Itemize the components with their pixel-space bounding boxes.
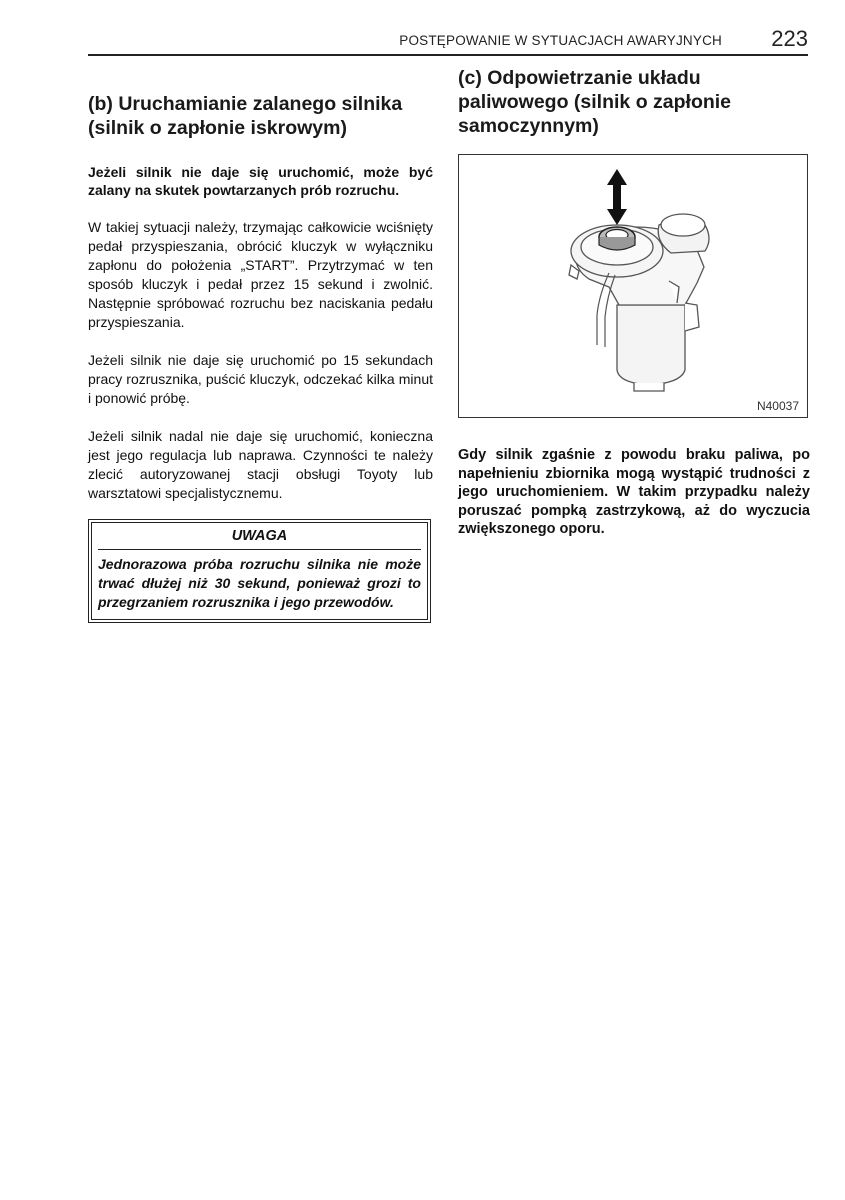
- page-header: [88, 28, 808, 56]
- left-column: [88, 92, 433, 620]
- right-column: [458, 66, 810, 558]
- body-paragraph: W takiej sytuacji należy, trzymając całkowicie wciśnięty pedał przyspieszania, obrócić kluczyk w wyłączniku zapłonu do położenia „START”. Przytrzymać w ten sposób kluczyk i pedał przez 15 sekund i zwolnić. Następnie spróbować rozruchu bez naciskania pedału przyspieszania.: [88, 219, 433, 330]
- warning-title: UWAGA: [98, 528, 421, 550]
- warning-box: [91, 522, 428, 620]
- fuel-filter-pump-drawing: [459, 155, 807, 417]
- section-title: POSTĘPOWANIE W SYTUACJACH AWARYJNYCH: [399, 33, 722, 48]
- section-heading-b: (b) Uruchamianie zalanego silnika (silnik o zapłonie iskrowym): [88, 93, 403, 139]
- page-number: 223: [771, 26, 808, 51]
- priming-pump-illustration: [458, 154, 808, 418]
- intro-paragraph-b: Jeżeli silnik nie daje się uruchomić, może być zalany na skutek powtarzanych prób rozruchu.: [88, 164, 433, 198]
- section-heading-c: (c) Odpowietrzanie układu paliwowego (silnik o zapłonie samoczynnym): [458, 67, 732, 137]
- figure-id: N40037: [756, 399, 799, 413]
- warning-text: Jednorazowa próba rozruchu silnika nie może trwać dłużej niż 30 sekund, ponieważ grozi to przegrzaniem rozrusznika i jego przewodów.: [98, 556, 421, 610]
- intro-paragraph-c: Gdy silnik zgaśnie z powodu braku paliwa, po napełnieniu zbiornika mogą wystąpić trudności z jego uruchomieniem. W takim przypadku należy poruszać pompką zastrzykową, aż do wyczucia zwiększonego oporu.: [458, 447, 810, 537]
- body-paragraph: Jeżeli silnik nie daje się uruchomić po 15 sekundach pracy rozrusznika, puścić kluczyk, odczekać kilka minut i ponowić próbę.: [88, 352, 433, 406]
- body-paragraph: Jeżeli silnik nadal nie daje się uruchomić, konieczna jest jego regulacja lub naprawa. Czynności te należy zlecić autoryzowanej stacji obsługi Toyoty lub warsztatowi specjalistycznemu.: [88, 428, 433, 501]
